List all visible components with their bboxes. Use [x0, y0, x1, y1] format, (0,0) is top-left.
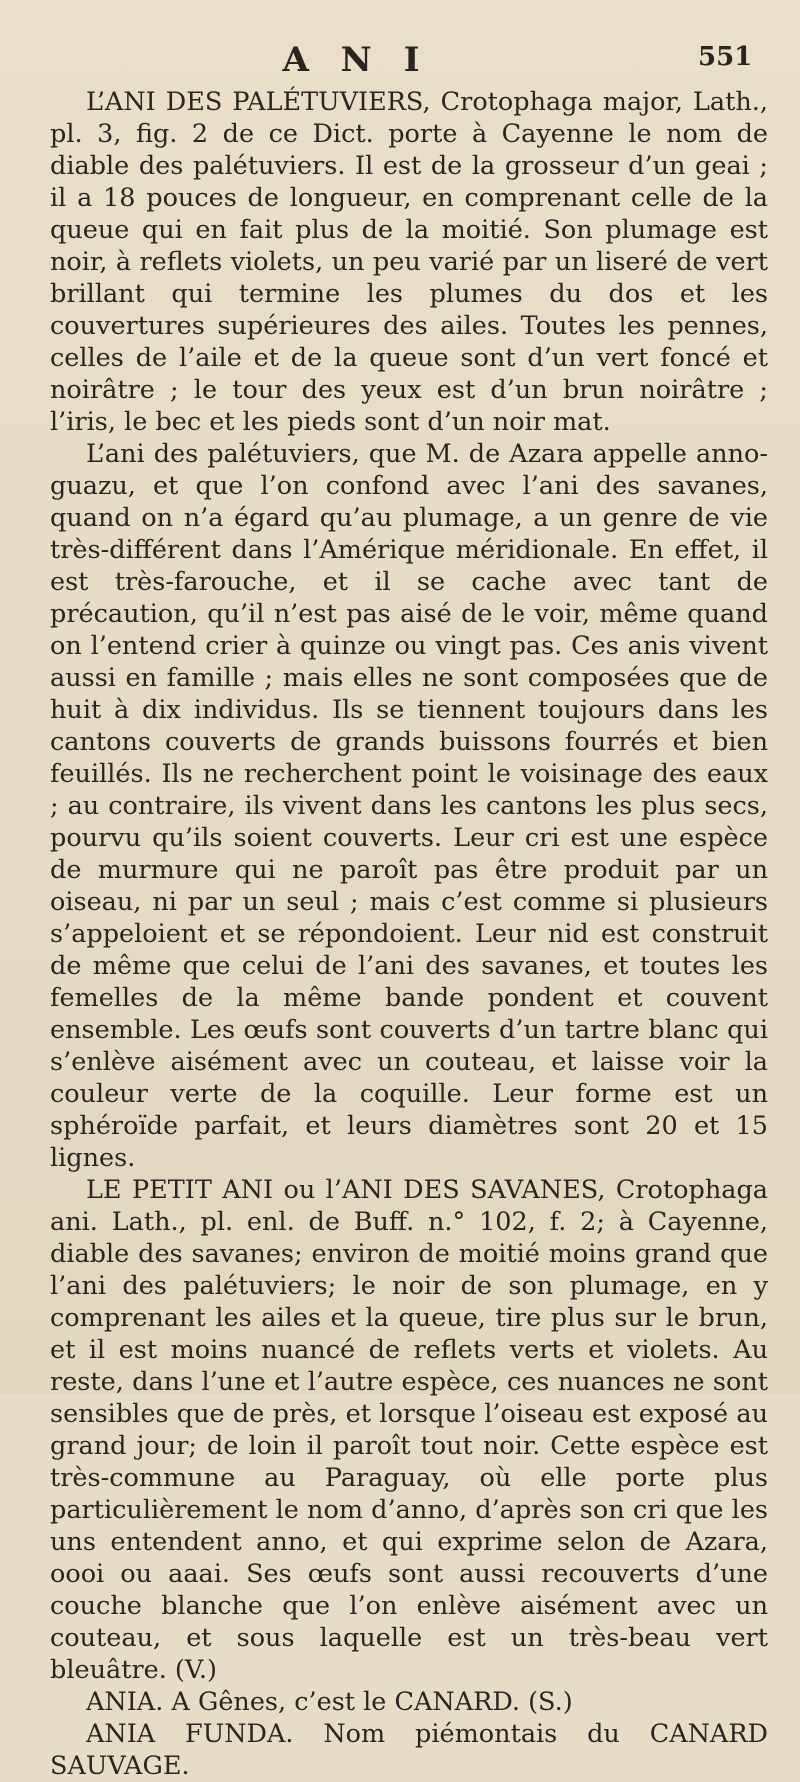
- paragraph-anno-guazu: L’ani des palétuviers, que M. de Azara appelle anno-guazu, et que l’on confond avec l’ani des savanes, quand on n’a égard qu’au plumage, a un genre de vie très-différent dans l’Amérique méridionale. En effet, il est très-farouche, et il se cache avec tant de précaution, qu’il n’est pas aisé de le voir, même quand on l’entend crier à quinze ou vingt pas. Ces anis vivent aussi en famille ; mais elles ne sont composées que de huit à dix individus. Ils se tiennent toujours dans les cantons couverts de grands buissons fourrés et bien feuillés. Ils ne recherchent point le voisinage des eaux ; au contraire, ils vivent dans les cantons les plus secs, pourvu qu’ils soient couverts. Leur cri est une espèce de murmure qui ne paroît pas être produit par un oiseau, ni par un seul ; mais c’est comme si plusieurs s’appeloient et se répondoient. Leur nid est construit de même que celui de l’ani des savanes, et toutes les femelles de la même bande pondent et couvent ensemble. Les œufs sont couverts d’un tartre blanc qui s’enlève aisément avec un couteau, et laisse voir la couleur verte de la coquille. Leur forme est un sphéroïde parfait, et leurs diamètres sont 20 et 15 lignes.: [50, 439, 768, 1173]
- paragraph-ani-des-paletuviers: L’ANI DES PALÉTUVIERS, Crotophaga major, Lath., pl. 3, fig. 2 de ce Dict. porte à Cayenne le nom de diable des palétuviers. Il est de la grosseur d’un geai ; il a 18 pouces de longueur, en comprenant celle de la queue qui en fait plus de la moitié. Son plumage est noir, à reflets violets, un peu varié par un liseré de vert brillant qui termine les plumes du dos et les couvertures supérieures des ailes. Toutes les pennes, celles de l’aile et de la queue sont d’un vert foncé et noirâtre ; le tour des yeux est d’un brun noirâtre ; l’iris, le bec et les pieds sont d’un noir mat.: [50, 87, 768, 437]
- page-body: [50, 86, 768, 1782]
- paragraph-ania: ANIA. A Gênes, c’est le CANARD. (S.): [86, 1687, 573, 1717]
- page-header: [0, 40, 800, 80]
- running-head: A N I: [282, 40, 430, 80]
- paragraph-petit-ani: LE PETIT ANI ou l’ANI DES SAVANES, Crotophaga ani. Lath., pl. enl. de Buff. n.° 102, f. 2; à Cayenne, diable des savanes; environ de moitié moins grand que l’ani des palétuviers; le noir de son plumage, en y comprenant les ailes et la queue, tire plus sur le brun, et il est moins nuancé de reflets verts et violets. Au reste, dans l’une et l’autre espèce, ces nuances ne sont sensibles que de près, et lorsque l’oiseau est exposé au grand jour; de loin il paroît tout noir. Cette espèce est très-commune au Paraguay, où elle porte plus particulièrement le nom d’anno, d’après son cri que les uns entendent anno, et qui exprime selon de Azara, oooi ou aaai. Ses œufs sont aussi recouverts d’une couche blanche que l’on enlève aisément avec un couteau, et sous laquelle est un très-beau vert bleuâtre. (V.): [50, 1175, 768, 1685]
- page-number: 551: [698, 42, 753, 72]
- paragraph-ania-funda: ANIA FUNDA. Nom piémontais du CANARD SAUVAGE.: [50, 1719, 768, 1781]
